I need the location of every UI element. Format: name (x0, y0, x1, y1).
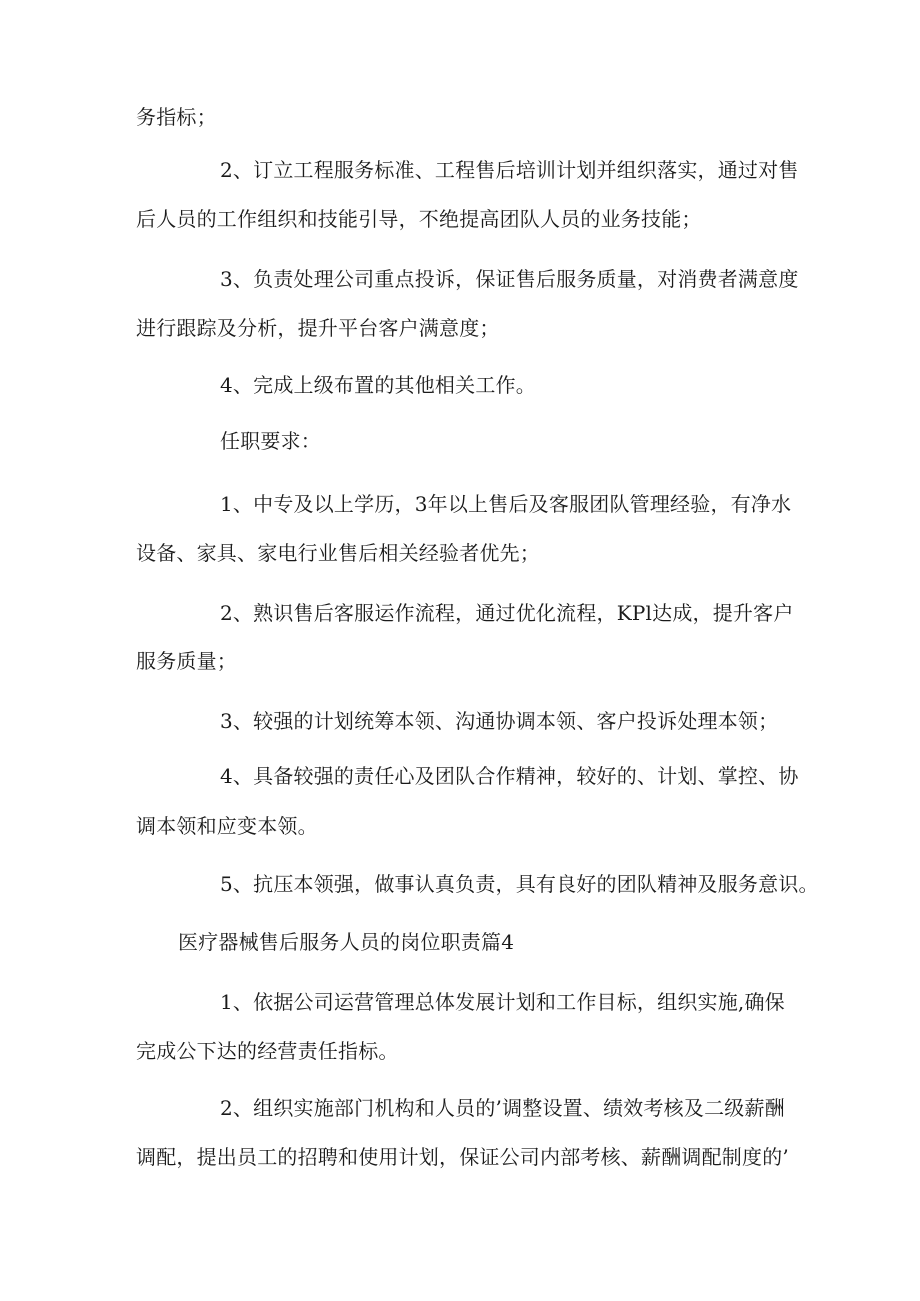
text-line-18: 完成公下达的经营责任指标。 (136, 1039, 399, 1063)
text-line-12: 3、较强的计划统筹本领、沟通协调本领、客户投诉处理本领； (220, 709, 779, 733)
text-line-2: 2、订立工程服务标准、工程售后培训计划并组织落实，通过对售 (220, 158, 799, 182)
text-line-19: 2、组织实施部门机构和人员的’调整设置、绩效考核及二级薪酬 (220, 1096, 785, 1120)
text-line-10: 2、熟识售后客服运作流程，通过优化流程，KPl达成，提升客户 (220, 601, 794, 625)
text-line-5: 进行跟踪及分析，提升平台客户满意度； (136, 316, 500, 340)
text-line-17: 1、依据公司运营管理总体发展计划和工作目标，组织实施,确保 (220, 990, 785, 1014)
text-line-9: 设备、家具、家电行业售后相关经验者优先； (136, 541, 540, 565)
text-line-3: 后人员的工作组织和技能引导，不绝提高团队人员的业务技能； (136, 207, 702, 231)
text-line-15: 5、抗压本领强，做事认真负责，具有良好的团队精神及服务意识。 (220, 872, 819, 896)
text-line-11: 服务质量； (136, 649, 237, 673)
text-line-13: 4、具备较强的责任心及团队合作精神，较好的、计划、掌控、协 (220, 764, 799, 788)
text-line-14: 调本领和应变本领。 (136, 814, 318, 838)
section-heading: 医疗器械售后服务人员的岗位职责篇4 (178, 930, 515, 954)
text-line-20: 调配，提出员工的招聘和使用计划，保证公司内部考核、薪酬调配制度的’ (136, 1145, 789, 1169)
text-line-1: 务指标； (136, 105, 217, 129)
text-line-7: 任职要求： (220, 429, 321, 453)
text-line-6: 4、完成上级布置的其他相关工作。 (220, 373, 536, 397)
text-line-4: 3、负责处理公司重点投诉，保证售后服务质量，对消费者满意度 (220, 267, 799, 291)
text-line-8: 1、中专及以上学历，3年以上售后及客服团队管理经验，有净水 (220, 492, 792, 516)
